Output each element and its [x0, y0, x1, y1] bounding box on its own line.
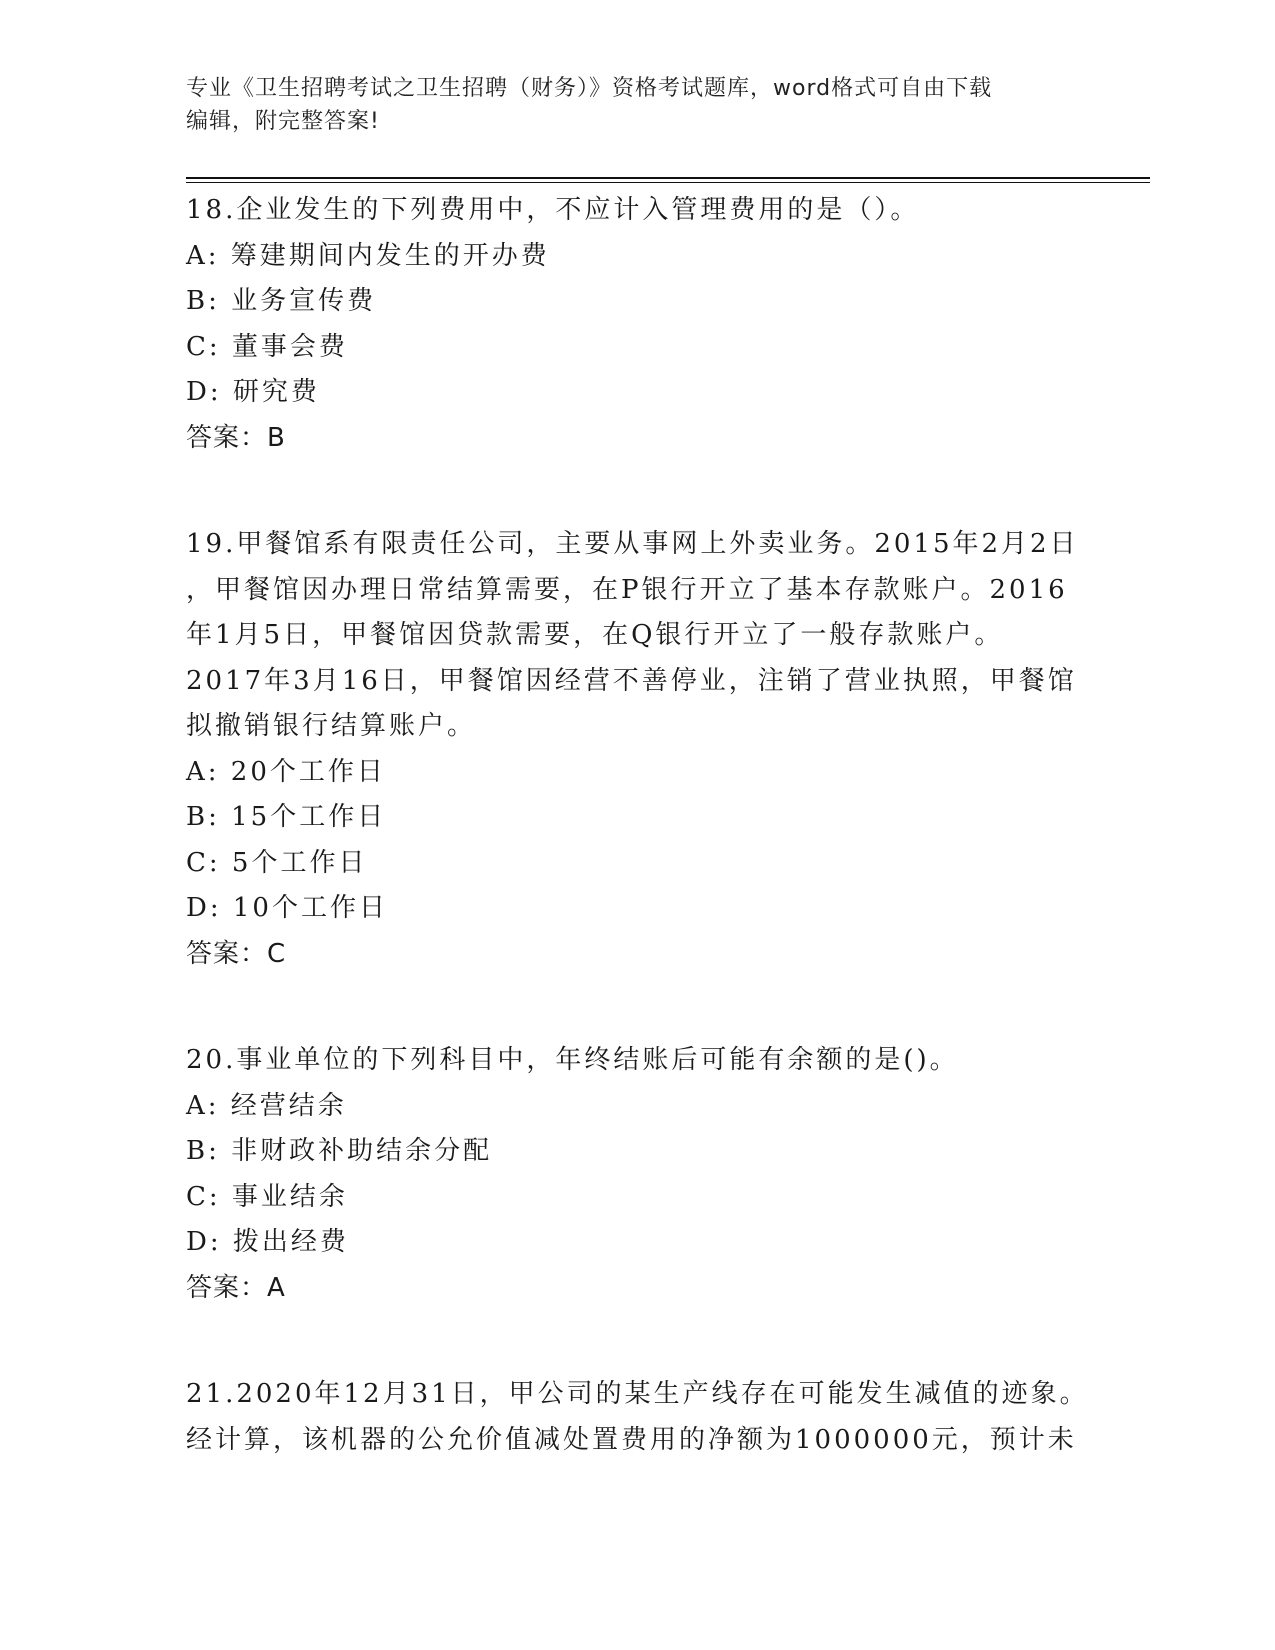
option-b: B: 非财政补助结余分配: [186, 1136, 493, 1166]
option-a: A: 20个工作日: [186, 756, 386, 787]
option-d: D: 拨出经费: [186, 1227, 349, 1257]
header-divider-thin: [186, 182, 1150, 183]
option-d: D: 研究费: [186, 377, 320, 407]
option-a: A: 筹建期间内发生的开办费: [186, 240, 550, 271]
header-divider-thick: [186, 177, 1150, 179]
question-stem: 年1月5日，甲餐馆因贷款需要，在Q银行开立了一般存款账户。: [186, 620, 1004, 650]
option-a: A: 经营结余: [186, 1090, 347, 1121]
question-21: [186, 1372, 1089, 1463]
answer-label: 答案：B: [186, 422, 286, 453]
question-stem: 拟撤销银行结算账户。: [186, 711, 477, 741]
question-stem: 19.甲餐馆系有限责任公司，主要从事网上外卖业务。2015年2月2日: [186, 529, 1079, 559]
option-c: C: 事业结余: [186, 1181, 348, 1212]
question-20: [186, 1038, 1086, 1311]
option-b: B: 15个工作日: [186, 802, 387, 832]
header-line-1: 专业《卫生招聘考试之卫生招聘（财务）》资格考试题库，word格式可自由下载: [186, 76, 993, 101]
header-line-2: 编辑，附完整答案!: [186, 109, 380, 134]
question-18: [186, 188, 1086, 461]
question-stem: 21.2020年12月31日，甲公司的某生产线存在可能发生减值的迹象。: [186, 1379, 1089, 1409]
question-stem: 20.事业单位的下列科目中，年终结账后可能有余额的是()。: [186, 1045, 959, 1075]
option-c: C: 董事会费: [186, 331, 348, 362]
question-stem: 18.企业发生的下列费用中，不应计入管理费用的是（）。: [186, 195, 920, 225]
option-d: D: 10个工作日: [186, 893, 388, 923]
question-spacer: [186, 977, 1086, 1038]
question-stem: 经计算，该机器的公允价值减处置费用的净额为1000000元，预计未: [186, 1424, 1077, 1455]
question-list: [186, 188, 1089, 1463]
question-stem: 2017年3月16日，甲餐馆因经营不善停业，注销了营业执照，甲餐馆: [186, 665, 1077, 696]
question-19: [186, 522, 1086, 977]
question-spacer: [186, 461, 1086, 522]
question-stem: ，甲餐馆因办理日常结算需要，在P银行开立了基本存款账户。2016: [186, 574, 1068, 605]
page-header: [186, 72, 1066, 138]
option-b: B: 业务宣传费: [186, 286, 377, 316]
answer-label: 答案：C: [186, 938, 287, 969]
question-spacer: [186, 1311, 1086, 1372]
option-c: C: 5个工作日: [186, 847, 368, 878]
answer-label: 答案：A: [186, 1272, 286, 1303]
